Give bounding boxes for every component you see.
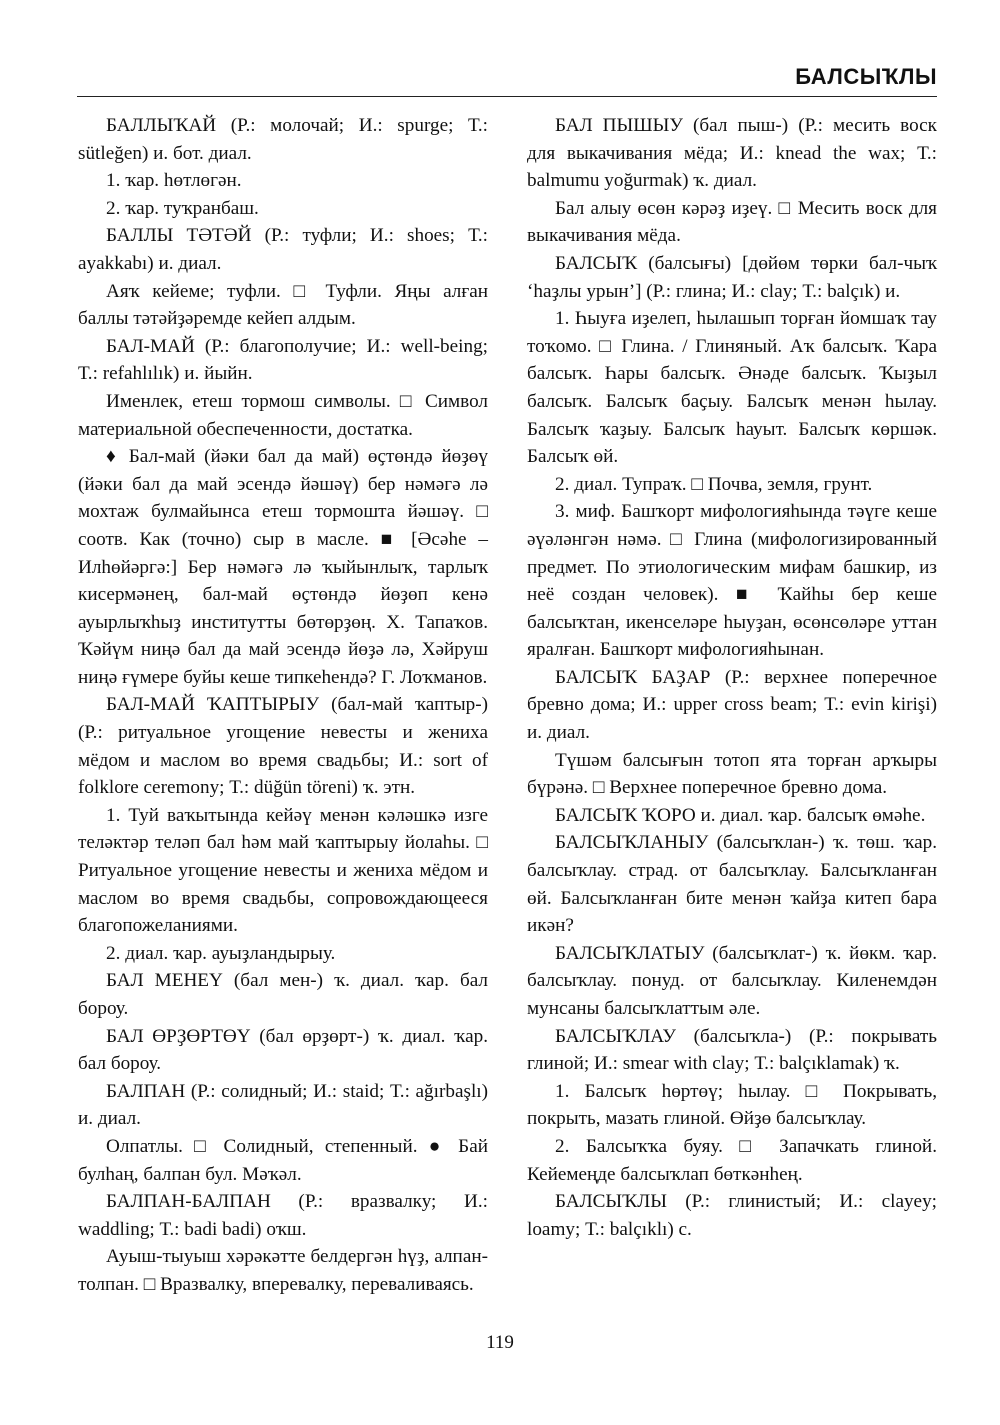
entry-paragraph: БАЛ-МАЙ ҠАПТЫРЫУ (бал-май ҡаптыр-) (Р.: ритуальное угощение невесты и жениха мёдом и маслом во время свадьбы; И.: sort of folklore ceremony; Т.: düğün töreni) ҡ. этн. [78,694,488,799]
entry-paragraph: БАЛСЫҠ ҠОРО и. диал. ҡар. балсыҡ өмәһе. [555,804,926,826]
entry-paragraph: БАЛПАН (Р.: солидный; И.: staid; Т.: ağırbaşlı) и. диал. [78,1080,488,1130]
entry-paragraph: БАЛПАН-БАЛПАН (Р.: вразвалку; И.: waddling; Т.: badi badi) оҡш. [78,1191,488,1240]
sense-paragraph: 2. диал. Тупраҡ. □ Почва, земля, грунт. [555,473,873,495]
entry-paragraph: БАЛСЫҠЛАНЫУ (балсыҡлан-) ҡ. төш. ҡар. балсыҡлау. страд. от балсыҡлау. Балсыҡланған өй. Балсыҡланған бите менән ҡайҙа китеп бара икән? [527,832,937,937]
definition-paragraph: Бал алыу өсөн кәрәҙ иҙеү. □ Месить воск для выкачивания мёда. [527,197,937,247]
definition-paragraph: Именлек, етеш тормош символы. □ Символ материальной обеспеченности, достатка. [78,390,488,440]
entry-paragraph: БАЛСЫҠЛЫ (Р.: глинистый; И.: clayey; loamy; Т.: balçıklı) с. [527,1191,937,1240]
sense-paragraph: 2. ҡар. туҡранбаш. [106,197,259,219]
sense-paragraph: 2. диал. ҡар. ауыҙландырыу. [106,942,336,964]
running-head-word: БАЛСЫҠЛЫ [795,64,937,89]
definition-paragraph: Олпатлы. □ Солидный, степенный. ● Бай булһаң, балпан бул. Мәҡәл. [78,1135,488,1185]
definition-paragraph: Ауыш-тыуыш хәрәкәтте белдергән һүҙ, алпан-толпан. □ Вразвалку, вперевалку, переваливаясь. [78,1246,488,1295]
page-number: 119 [486,1332,514,1353]
entry-paragraph: БАЛСЫҠЛАТЫУ (балсыҡлат-) ҡ. йөкм. ҡар. балсыҡлау. понуд. от балсыҡлау. Киленемдән мунсаны балсыҡлаттым әле. [527,942,937,1019]
entry-paragraph: БАЛСЫҠ (балсығы) [дөйөм төрки бал-чыҡ ‘һаҙлы урын’] (Р.: глина; И.: clay; Т.: balçık) и. [527,252,937,302]
right-column [527,112,937,1243]
sense-paragraph: 1. Балсыҡ һөртөү; һылау. □ Покрывать, покрыть, мазать глиной. Өйҙө балсыҡлау. [527,1080,937,1130]
entry-paragraph: БАЛ ӨРҘӨРТӨҮ (бал өрҙөрт-) ҡ. диал. ҡар. бал бороу. [78,1025,488,1075]
entry-paragraph: БАЛ-МАЙ (Р.: благополучие; И.: well-being; Т.: refahlılık) и. йыйн. [78,335,488,385]
entry-paragraph: БАЛ ПЫШЫУ (бал пыш-) (Р.: месить воск для выкачивания мёда; И.: knead the wax; Т.: balmumu yoğurmak) ҡ. диал. [527,115,937,192]
entry-paragraph: БАЛЛЫ ТӘТӘЙ (Р.: туфли; И.: shoes; Т.: ayakkabı) и. диал. [78,225,488,274]
entry-paragraph: БАЛСЫҠЛАУ (балсыҡла-) (Р.: покрывать глиной; И.: smear with clay; Т.: balçıklamak) ҡ. [527,1025,937,1075]
entry-paragraph: БАЛЛЫҠАЙ (Р.: молочай; И.: spurge; Т.: sütleğen) и. бот. диал. [78,115,488,164]
left-column [78,112,488,1299]
sense-paragraph: 1. Туй ваҡытында кейәү менән кәләшкә изге теләктәр теләп бал һәм май ҡаптырыу йолаһы. □ Ритуальное угощение невесты и жениха мёдом и маслом во время свадьбы, сопровождающееся благопожеланиями. [78,804,488,937]
sense-paragraph: 1. Һыуға иҙелеп, һылашып торған йомшаҡ тау тоҡомо. □ Глина. / Глиняный. Аҡ балсыҡ. Ҡара балсыҡ. Һары балсыҡ. Әнәде балсыҡ. Ҡыҙыл балсыҡ. Балсыҡ баҫыу. Балсыҡ менән һылау. Балсыҡ ҡаҙыу. Балсыҡ һауыт. Балсыҡ көршәк. Балсыҡ өй. [527,308,937,468]
entry-paragraph: БАЛ МЕНЕҮ (бал мен-) ҡ. диал. ҡар. бал бороу. [78,970,488,1019]
idiom-paragraph: ♦ Бал-май (йәки бал да май) өҫтөндә йөҙөү (йәки бал да май эсендә йәшәү) бер нәмәгә лә мохтаж булмайынса етеш тормошта йәшәү. □ соотв. Как (точно) сыр в масле. ■ [Әсәһе – Илһөйәргә:] Бер нәмәгә лә ҡыйынлыҡ, тарлыҡ кисермәнең, бал-май өҫтөндә йөҙөп кенә ауырлыҡһыҙ институтты бөтөрҙөң. Х. Тапаҡов. Ҡәйүм ниңә бал да май эсендә йөҙә лә, Хәйруш ниңә ғүмере буйы кеше типкеһендә? Г. Лоҡманов. [78,446,488,688]
entry-paragraph: БАЛСЫҠ БАҘАР (Р.: верхнее поперечное бревно дома; И.: upper cross beam; Т.: evin kirişi) и. диал. [527,666,937,744]
sense-paragraph: 3. миф. Башҡорт мифологияһында тәүге кеше әүәләнгән нәмә. □ Глина (мифологизированный предмет. По этиологическим мифам башкир, из неё создан человек). ■ Ҡайһы бер кеше балсыҡтан, икенселәре һыуҙан, өсөнсөләре уттан яралған. Башҡорт мифологияһынан. [527,501,937,661]
definition-paragraph: Аяҡ кейеме; туфли. □ Туфли. Яңы алған баллы тәтәйҙәремде кейеп алдым. [78,280,488,330]
sense-paragraph: 1. ҡар. һөтлөгән. [106,170,242,192]
definition-paragraph: Түшәм балсығын тотоп ята торған арҡыры бүрәнә. □ Верхнее поперечное бревно дома. [527,749,937,799]
sense-paragraph: 2. Балсыҡҡа буяу. □ Запачкать глиной. Кейемеңде балсыҡлап бөткәнһең. [527,1135,937,1185]
running-header [77,60,937,97]
